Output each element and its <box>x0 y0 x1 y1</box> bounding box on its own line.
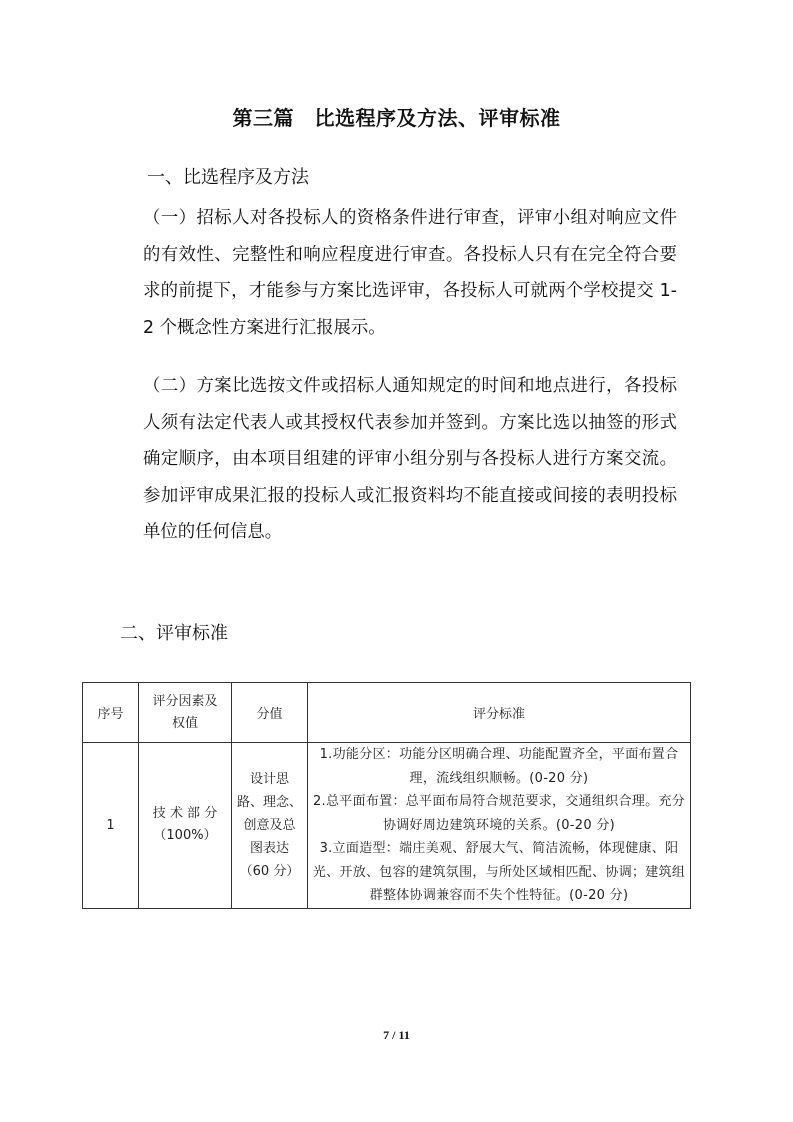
row-factor-line2: （100%） <box>153 828 217 844</box>
standard-item-facade: 3.立面造型：端庄美观、舒展大气、简洁流畅，体现健康、阳光、开放、包容的建筑氛围，与所处区域相匹配、协调；建筑组群整体协调兼容而不失个性特征。(0-20 分) <box>312 841 686 903</box>
row-value-line: 创意及总 <box>243 817 296 833</box>
header-value: 分值 <box>232 683 308 743</box>
paragraph-scheme-comparison: （二）方案比选按文件或招标人通知规定的时间和地点进行，各投标人须有法定代表人或其授权代表参加并签到。方案比选以抽签的形式确定顺序，由本项目组建的评审小组分别与各投标人进行方案交流。参加评审成果汇报的投标人或汇报资料均不能直接或间接的表明投标单位的任何信息。 <box>143 376 677 542</box>
row-factor <box>139 743 232 909</box>
row-value-line: 路、理念、 <box>236 794 302 810</box>
row-value-line: （60 分） <box>239 863 300 879</box>
standard-item-site-plan: 2.总平面布置：总平面布局符合规范要求，交通组织合理。充分协调好周边建筑环境的关系。(0-20 分) <box>312 794 686 833</box>
header-standard: 评分标准 <box>308 683 691 743</box>
table-row <box>83 743 691 909</box>
section-heading-criteria: 二、评审标准 <box>120 623 228 644</box>
row-standard <box>308 743 691 909</box>
header-factor-line1: 评分因素及 <box>152 693 218 709</box>
header-factor <box>139 683 232 743</box>
row-no: 1 <box>83 743 139 909</box>
standard-item-function-zoning: 1.功能分区：功能分区明确合理、功能配置齐全，平面布置合理，流线组织顺畅。(0-20 分) <box>319 747 679 786</box>
row-value-line: 图表达 <box>249 840 289 856</box>
row-value <box>232 743 308 909</box>
page-title: 第三篇 比选程序及方法、评审标准 <box>232 106 561 130</box>
paragraph-qualification-review: （一）招标人对各投标人的资格条件进行审查，评审小组对响应文件的有效性、完整性和响应程度进行审查。各投标人只有在完全符合要求的前提下，才能参与方案比选评审，各投标人可就两个学校提交 1-2 个概念性方案进行汇报展示。 <box>143 208 677 338</box>
header-factor-line2: 权值 <box>171 715 198 731</box>
header-no: 序号 <box>83 683 139 743</box>
page-number: 7 / 11 <box>383 1028 410 1042</box>
evaluation-criteria-table <box>82 682 691 909</box>
row-factor-line1: 技 术 部 分 <box>152 806 218 822</box>
row-value-line: 设计思 <box>249 771 289 787</box>
table-header-row <box>83 683 691 743</box>
section-heading-procedure: 一、比选程序及方法 <box>147 167 309 188</box>
